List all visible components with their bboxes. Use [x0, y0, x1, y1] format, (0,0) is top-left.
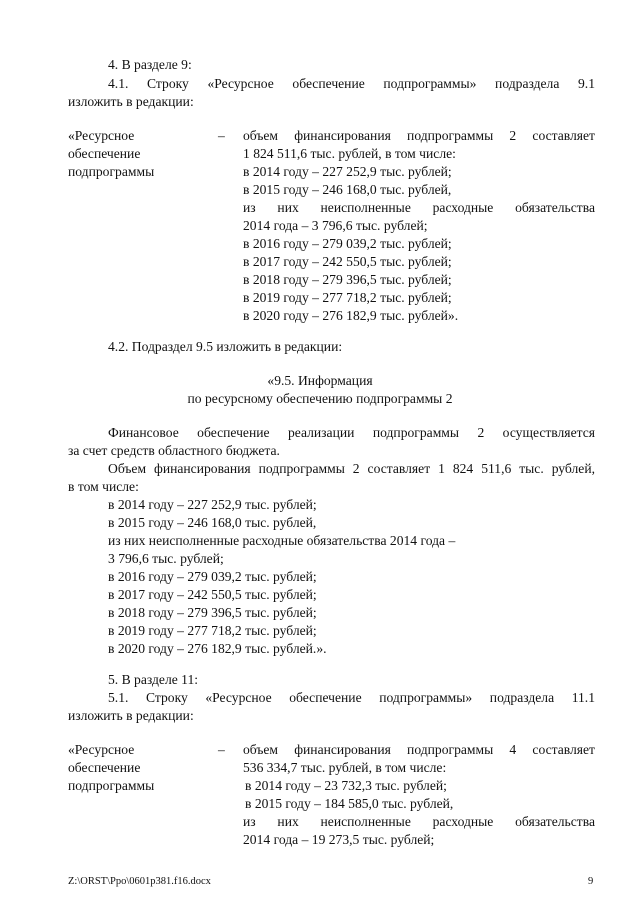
s9-line: 1 824 511,6 тыс. рублей, в том числе:	[243, 146, 456, 161]
s9-line: из них неисполненные расходные обязательства	[243, 200, 595, 215]
s95-line: 3 796,6 тыс. рублей;	[108, 551, 224, 566]
section-11-item-line1: 5.1. Строку «Ресурсное обеспечение подпрограммы» подраздела 11.1	[108, 690, 595, 705]
section-11-heading: 5. В разделе 11:	[108, 672, 199, 687]
section-9-heading: 4. В разделе 9:	[108, 57, 192, 72]
s9-line: в 2019 году – 277 718,2 тыс. рублей;	[243, 290, 452, 305]
section-9-item-line1: 4.1. Строку «Ресурсное обеспечение подпрограммы» подраздела 9.1	[108, 76, 595, 91]
s11-line: 2014 года – 19 273,5 тыс. рублей;	[243, 832, 435, 847]
s95-para2-line2: в том числе:	[68, 479, 139, 494]
s95-line: в 2018 году – 279 396,5 тыс. рублей;	[108, 605, 317, 620]
s11-line: из них неисполненные расходные обязательства	[243, 814, 595, 829]
s9-line: в 2018 году – 279 396,5 тыс. рублей;	[243, 272, 452, 287]
s9-line: в 2014 году – 227 252,9 тыс. рублей;	[243, 164, 452, 179]
s11-line: в 2014 году – 23 732,3 тыс. рублей;	[245, 778, 447, 793]
section-11-item-line2: изложить в редакции:	[68, 708, 194, 723]
s95-line: в 2014 году – 227 252,9 тыс. рублей;	[108, 497, 317, 512]
s95-para1-line2: за счет средств областного бюджета.	[68, 443, 280, 458]
s11-line: 536 334,7 тыс. рублей, в том числе:	[243, 760, 447, 775]
s95-line: в 2020 году – 276 182,9 тыс. рублей.».	[108, 641, 327, 656]
subsection-9-5-title-line1: «9.5. Информация	[267, 373, 373, 388]
s11-label-3: подпрограммы	[68, 778, 155, 793]
subsection-9-5-title-line2: по ресурсному обеспечению подпрограммы 2	[187, 391, 453, 406]
s95-line: в 2015 году – 246 168,0 тыс. рублей,	[108, 515, 317, 530]
s9-line: в 2016 году – 279 039,2 тыс. рублей;	[243, 236, 452, 251]
s9-line: в 2015 году – 246 168,0 тыс. рублей,	[243, 182, 452, 197]
subsection-9-5-heading: 4.2. Подраздел 9.5 изложить в редакции:	[108, 339, 343, 354]
footer-page-number: 9	[588, 876, 594, 887]
s95-line: в 2017 году – 242 550,5 тыс. рублей;	[108, 587, 317, 602]
s11-line: в 2015 году – 184 585,0 тыс. рублей,	[245, 796, 454, 811]
s9-line: в 2020 году – 276 182,9 тыс. рублей».	[243, 308, 459, 323]
s11-dash: –	[218, 742, 225, 757]
s9-line: объем финансирования подпрограммы 2 составляет	[243, 128, 595, 143]
s11-line: объем финансирования подпрограммы 4 составляет	[243, 742, 595, 757]
s9-line: 2014 года – 3 796,6 тыс. рублей;	[243, 218, 428, 233]
s95-line: из них неисполненные расходные обязательства 2014 года –	[108, 533, 456, 548]
s95-para2-line1: Объем финансирования подпрограммы 2 составляет 1 824 511,6 тыс. рублей,	[108, 461, 595, 476]
s95-line: в 2016 году – 279 039,2 тыс. рублей;	[108, 569, 317, 584]
s9-label-3: подпрограммы	[68, 164, 155, 179]
s11-label-1: «Ресурсное	[68, 742, 135, 757]
s9-line: в 2017 году – 242 550,5 тыс. рублей;	[243, 254, 452, 269]
s95-para1-line1: Финансовое обеспечение реализации подпрограммы 2 осуществляется	[108, 425, 595, 440]
footer-file-path: Z:\ORST\Ppo\0601p381.f16.docx	[68, 876, 211, 887]
s11-label-2: обеспечение	[68, 760, 141, 775]
s9-label-1: «Ресурсное	[68, 128, 135, 143]
s9-dash: –	[218, 128, 225, 143]
section-9-item-line2: изложить в редакции:	[68, 94, 194, 109]
s95-line: в 2019 году – 277 718,2 тыс. рублей;	[108, 623, 317, 638]
s9-label-2: обеспечение	[68, 146, 141, 161]
